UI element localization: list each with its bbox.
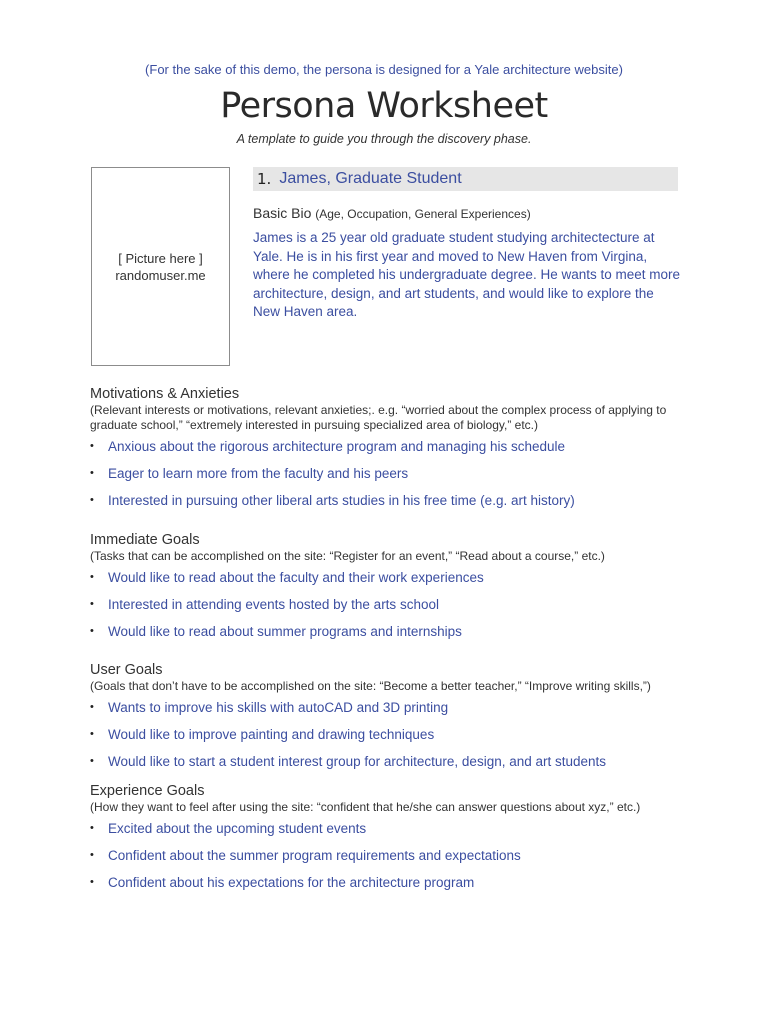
list-item bbox=[90, 460, 690, 487]
list-item-text: Anxious about the rigorous architecture program and managing his schedule bbox=[108, 439, 566, 454]
picture-placeholder bbox=[91, 167, 230, 366]
list-item-text: Confident about his expectations for the architecture program bbox=[108, 875, 475, 890]
list-item bbox=[90, 618, 690, 645]
user-goals-list bbox=[90, 694, 690, 775]
picture-placeholder-source: randomuser.me bbox=[115, 267, 206, 283]
bullet-icon: • bbox=[90, 849, 94, 861]
list-item bbox=[90, 694, 690, 721]
experience-goals-section bbox=[90, 783, 690, 896]
list-item bbox=[90, 721, 690, 748]
basic-bio-heading bbox=[253, 205, 531, 221]
list-item-text: Confident about the summer program requirements and expectations bbox=[108, 848, 521, 863]
bullet-icon: • bbox=[90, 440, 94, 452]
section-title: Experience Goals bbox=[90, 783, 205, 799]
persona-header bbox=[253, 167, 678, 191]
list-item bbox=[90, 487, 690, 514]
bullet-icon: • bbox=[90, 755, 94, 767]
section-title: User Goals bbox=[90, 662, 163, 678]
list-item bbox=[90, 842, 690, 869]
section-hint: (Relevant interests or motivations, relevant anxieties;. e.g. “worried about the complex process of applying to graduate school,” “extremely interested in pursuing specialized area of biology,” etc.) bbox=[90, 403, 667, 432]
page-subtitle: A template to guide you through the discovery phase. bbox=[236, 132, 532, 146]
basic-bio-label: Basic Bio bbox=[253, 205, 312, 221]
section-hint: (How they want to feel after using the site: “confident that he/she can answer questions about xyz,” etc.) bbox=[90, 800, 641, 814]
bullet-icon: • bbox=[90, 494, 94, 506]
list-item bbox=[90, 564, 690, 591]
bullet-icon: • bbox=[90, 701, 94, 713]
list-item-text: Would like to start a student interest group for architecture, design, and art students bbox=[108, 754, 607, 769]
list-item bbox=[90, 433, 690, 460]
immediate-goals-section bbox=[90, 532, 690, 645]
list-item-text: Would like to improve painting and drawing techniques bbox=[108, 727, 435, 742]
basic-bio-hint: (Age, Occupation, General Experiences) bbox=[315, 207, 531, 221]
persona-number: 1. bbox=[257, 170, 272, 188]
list-item bbox=[90, 869, 690, 896]
bullet-icon: • bbox=[90, 822, 94, 834]
motivations-section bbox=[90, 386, 690, 514]
immediate-goals-list bbox=[90, 564, 690, 645]
user-goals-section bbox=[90, 662, 690, 775]
bullet-icon: • bbox=[90, 625, 94, 637]
basic-bio-text: James is a 25 year old graduate student studying architectecture at Yale. He is in his first year and moved to New Haven from Virgina, where he completed his undergraduate degree. He wants to meet more architecture, design, and art students, and would like to explore the New Haven area. bbox=[253, 230, 680, 319]
list-item-text: Wants to improve his skills with autoCAD and 3D printing bbox=[108, 700, 449, 715]
list-item bbox=[90, 748, 690, 775]
section-title: Motivations & Anxieties bbox=[90, 386, 240, 402]
bullet-icon: • bbox=[90, 728, 94, 740]
list-item-text: Interested in attending events hosted by the arts school bbox=[108, 597, 439, 612]
section-hint: (Goals that don’t have to be accomplished on the site: “Become a better teacher,” “Improve writing skills,”) bbox=[90, 679, 651, 693]
bullet-icon: • bbox=[90, 598, 94, 610]
list-item-text: Excited about the upcoming student events bbox=[108, 821, 367, 836]
section-hint: (Tasks that can be accomplished on the site: “Register for an event,” “Read about a course,” etc.) bbox=[90, 549, 605, 563]
list-item bbox=[90, 591, 690, 618]
bullet-icon: • bbox=[90, 467, 94, 479]
experience-goals-list bbox=[90, 815, 690, 896]
bullet-icon: • bbox=[90, 571, 94, 583]
motivations-list bbox=[90, 433, 690, 514]
list-item bbox=[90, 815, 690, 842]
section-title: Immediate Goals bbox=[90, 532, 200, 548]
list-item-text: Would like to read about the faculty and their work experiences bbox=[108, 570, 484, 585]
list-item-text: Interested in pursuing other liberal arts studies in his free time (e.g. art history) bbox=[108, 493, 575, 508]
page-title: Persona Worksheet bbox=[220, 86, 548, 126]
bullet-icon: • bbox=[90, 876, 94, 888]
demo-note: (For the sake of this demo, the persona is designed for a Yale architecture website) bbox=[145, 62, 623, 77]
list-item-text: Would like to read about summer programs and internships bbox=[108, 624, 462, 639]
list-item-text: Eager to learn more from the faculty and his peers bbox=[108, 466, 409, 481]
persona-name: James, Graduate Student bbox=[279, 170, 462, 187]
picture-placeholder-label: [ Picture here ] bbox=[118, 250, 203, 266]
